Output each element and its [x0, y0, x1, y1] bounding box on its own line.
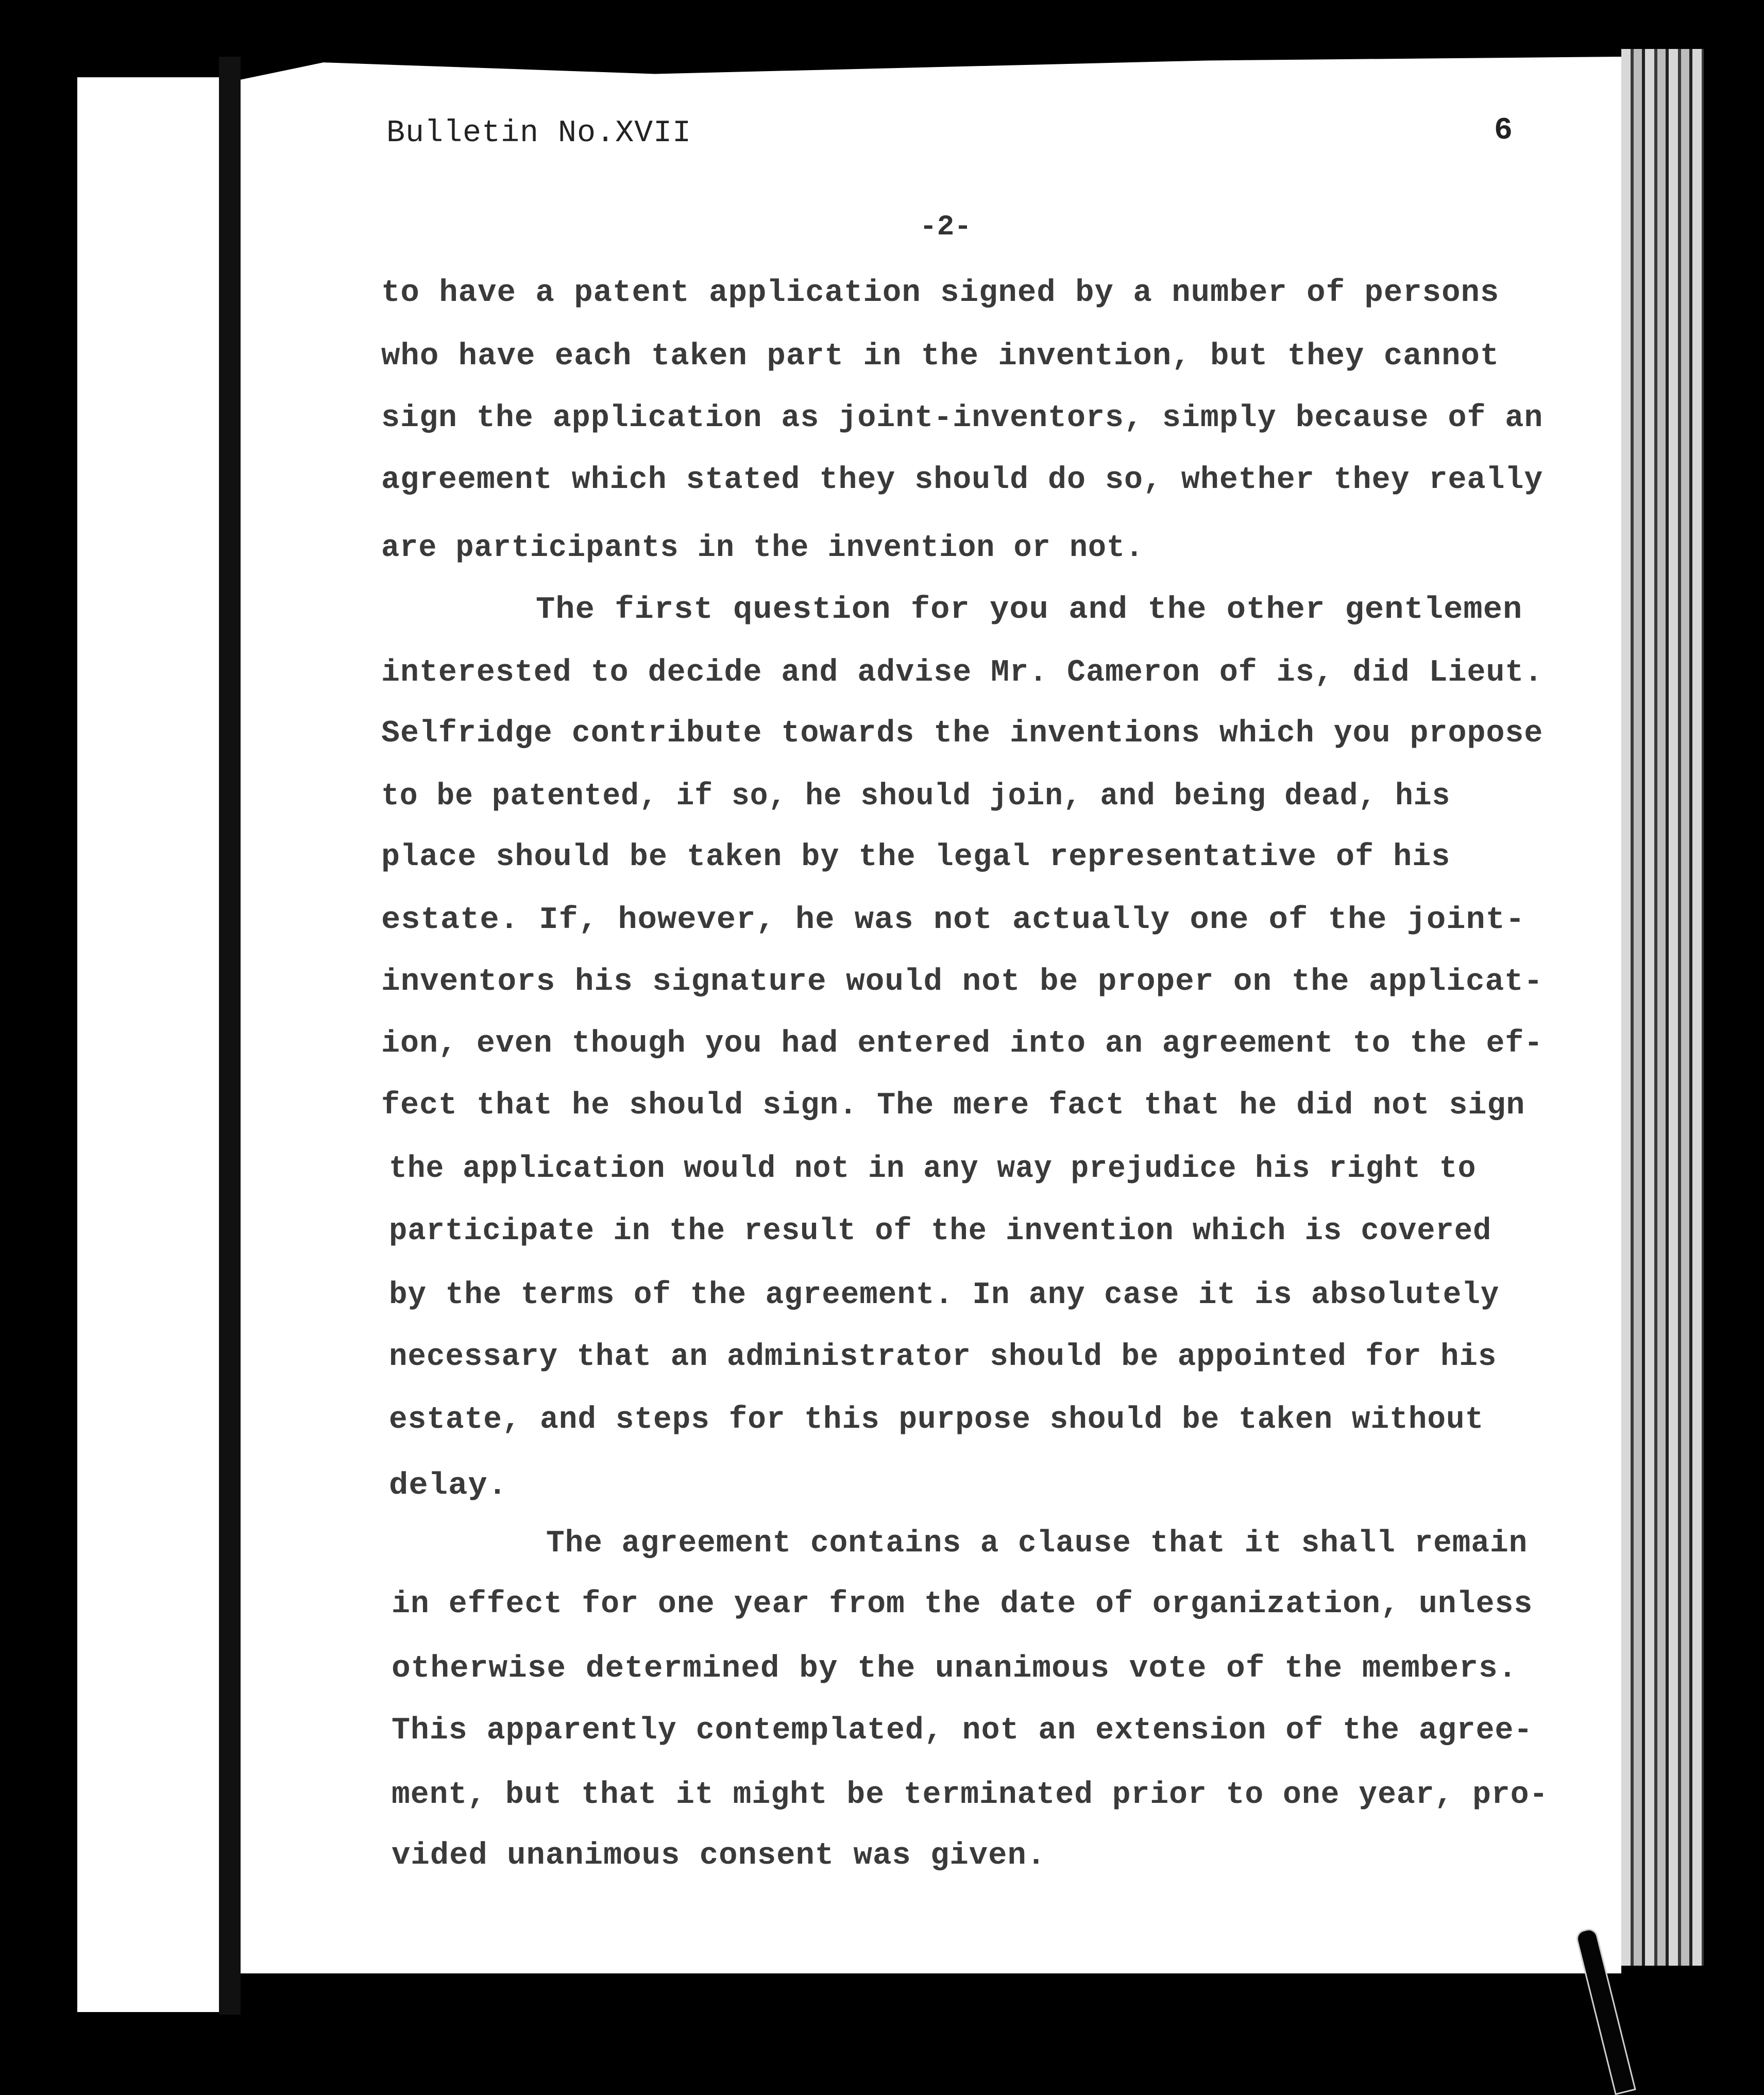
bulletin-header: Bulletin No.XVII — [386, 116, 692, 151]
text-line: The first question for you and the other gentlemen — [536, 593, 1523, 628]
text-line: necessary that an administrator should be appointed for his — [389, 1340, 1497, 1375]
page-number: 6 — [1494, 113, 1513, 148]
text-line: agreement which stated they should do so, whether they really — [381, 463, 1544, 498]
page-stack-edges — [1621, 49, 1704, 1966]
text-line: otherwise determined by the unanimous vote of the members. — [392, 1651, 1518, 1686]
text-line: fect that he should sign. The mere fact that he did not sign — [381, 1088, 1525, 1123]
text-line: interested to decide and advise Mr. Cameron of is, did Lieut. — [381, 655, 1544, 690]
text-line: sign the application as joint-inventors, simply because of an — [381, 401, 1544, 436]
text-line: Selfridge contribute towards the inventions which you propose — [381, 716, 1544, 751]
text-line: in effect for one year from the date of organization, unless — [392, 1587, 1533, 1622]
page-marker: -2- — [920, 210, 972, 243]
text-line: estate. If, however, he was not actually one of the joint- — [381, 903, 1525, 938]
text-line: to be patented, if so, he should join, and being dead, his — [381, 779, 1451, 814]
text-line: the application would not in any way prejudice his right to — [389, 1152, 1477, 1187]
text-line: place should be taken by the legal representative of his — [381, 840, 1451, 875]
text-line: The agreement contains a clause that it shall remain — [546, 1526, 1528, 1561]
text-line: estate, and steps for this purpose should be taken without — [389, 1403, 1484, 1438]
text-line: are participants in the invention or not. — [381, 531, 1144, 566]
text-line: ment, but that it might be terminated prior to one year, pro- — [392, 1778, 1549, 1813]
text-line: to have a patent application signed by a number of persons — [381, 276, 1500, 311]
text-line: participate in the result of the invention which is covered — [389, 1214, 1492, 1249]
text-line: This apparently contemplated, not an extension of the agree- — [392, 1713, 1533, 1748]
text-line: by the terms of the agreement. In any case it is absolutely — [389, 1278, 1500, 1313]
text-line: vided unanimous consent was given. — [392, 1838, 1046, 1873]
text-line: ion, even though you had entered into an agreement to the ef- — [381, 1026, 1544, 1061]
text-line: who have each taken part in the invention, but they cannot — [381, 339, 1500, 374]
text-line: delay. — [389, 1468, 508, 1503]
text-line: inventors his signature would not be proper on the applicat- — [381, 965, 1544, 1000]
left-facing-page — [77, 77, 219, 2012]
binding-gutter — [219, 57, 241, 2015]
